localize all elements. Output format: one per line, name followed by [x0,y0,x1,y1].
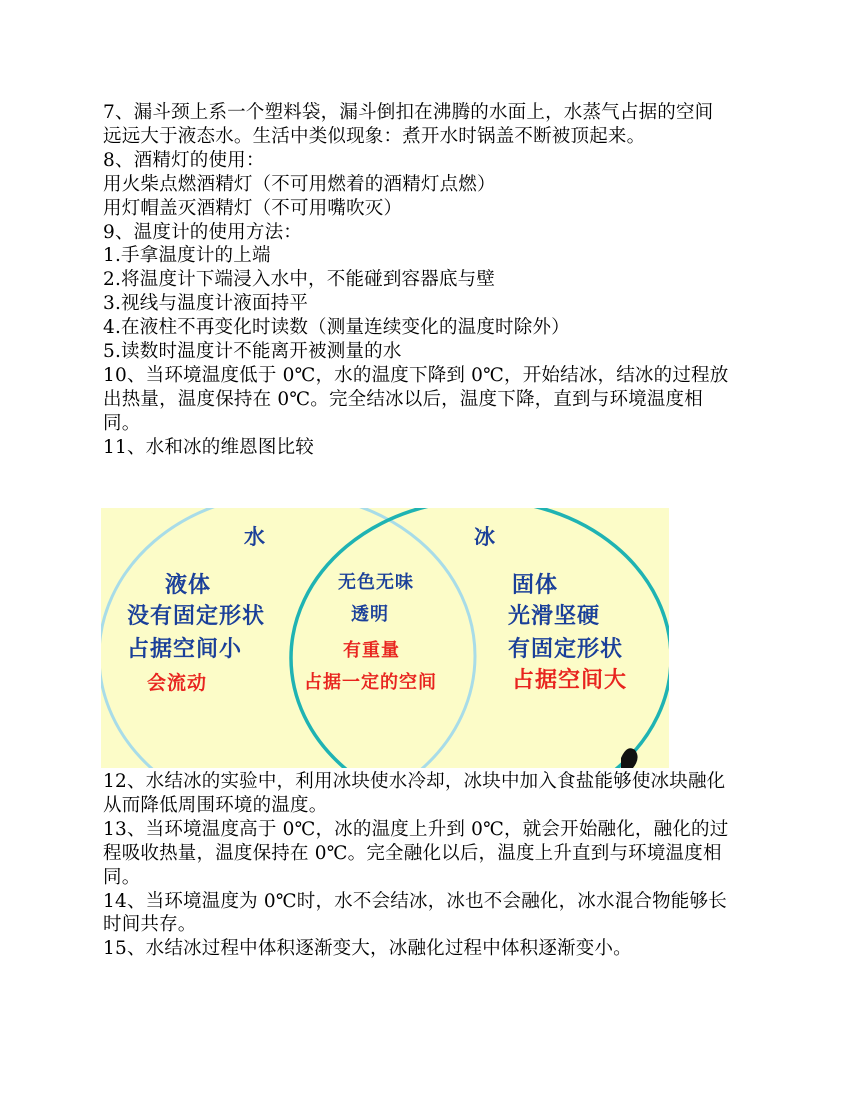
water-item-red: 会流动 [147,672,208,694]
document-body-bottom [103,770,753,961]
water-item: 液体 [165,573,212,598]
text-line: 9、温度计的使用方法： [103,221,302,243]
ice-item-red: 占据空间大 [512,668,628,693]
text-line: 14、当环境温度为 0℃时，水不会结冰，冰也不会融化，冰水混合物能够长 [103,890,727,912]
text-line: 11、水和冰的维恩图比较 [103,436,314,458]
text-line: 从而降低周围环境的温度。 [103,794,328,816]
ice-item: 有固定形状 [508,637,624,662]
corner-mark [621,748,638,768]
ice-item: 光滑坚硬 [508,604,601,629]
text-line: 1.手拿温度计的上端 [103,245,271,267]
water-item: 没有固定形状 [127,604,266,629]
document-body-top [103,101,753,460]
text-line: 同。 [103,866,141,888]
text-line: 2.将温度计下端浸入水中，不能碰到容器底与壁 [103,269,496,291]
shared-item: 透明 [351,604,389,625]
text-line: 同。 [103,412,141,434]
text-line: 5.读数时温度计不能离开被测量的水 [103,341,402,363]
text-line: 用灯帽盖灭酒精灯（不可用嘴吹灭） [103,197,403,219]
text-line: 远远大于液态水。生活中类似现象：煮开水时锅盖不断被顶起来。 [103,125,646,147]
venn-diagram [101,508,669,768]
shared-item-red: 有重量 [343,640,400,661]
text-line: 用火柴点燃酒精灯（不可用燃着的酒精灯点燃） [103,173,496,195]
shared-item: 无色无味 [338,572,414,593]
water-title: 水 [244,525,266,549]
text-line: 程吸收热量，温度保持在 0℃。完全融化以后，温度上升直到与环境温度相 [103,842,722,864]
text-line: 时间共存。 [103,914,197,936]
shared-item-red: 占据一定的空间 [304,672,437,693]
text-line: 出热量，温度保持在 0℃。完全结冰以后，温度下降，直到与环境温度相 [103,388,703,410]
water-item: 占据空间小 [127,637,243,662]
ice-item: 固体 [512,573,559,598]
text-line: 8、酒精灯的使用： [103,149,265,171]
text-line: 15、水结冰过程中体积逐渐变大，冰融化过程中体积逐渐变小。 [103,938,632,960]
text-line: 12、水结冰的实验中，利用冰块使水冷却，冰块中加入食盐能够使冰块融化 [103,771,726,792]
ice-title: 冰 [474,525,496,549]
text-line: 10、当环境温度低于 0℃，水的温度下降到 0℃，开始结冰，结冰的过程放 [103,364,729,386]
text-line: 4.在液柱不再变化时读数（测量连续变化的温度时除外） [103,317,570,339]
text-line: 7、漏斗颈上系一个塑料袋，漏斗倒扣在沸腾的水面上，水蒸气占据的空间 [103,102,714,123]
text-line: 3.视线与温度计液面持平 [103,293,309,315]
text-line: 13、当环境温度高于 0℃，冰的温度上升到 0℃，就会开始融化，融化的过 [103,818,729,840]
